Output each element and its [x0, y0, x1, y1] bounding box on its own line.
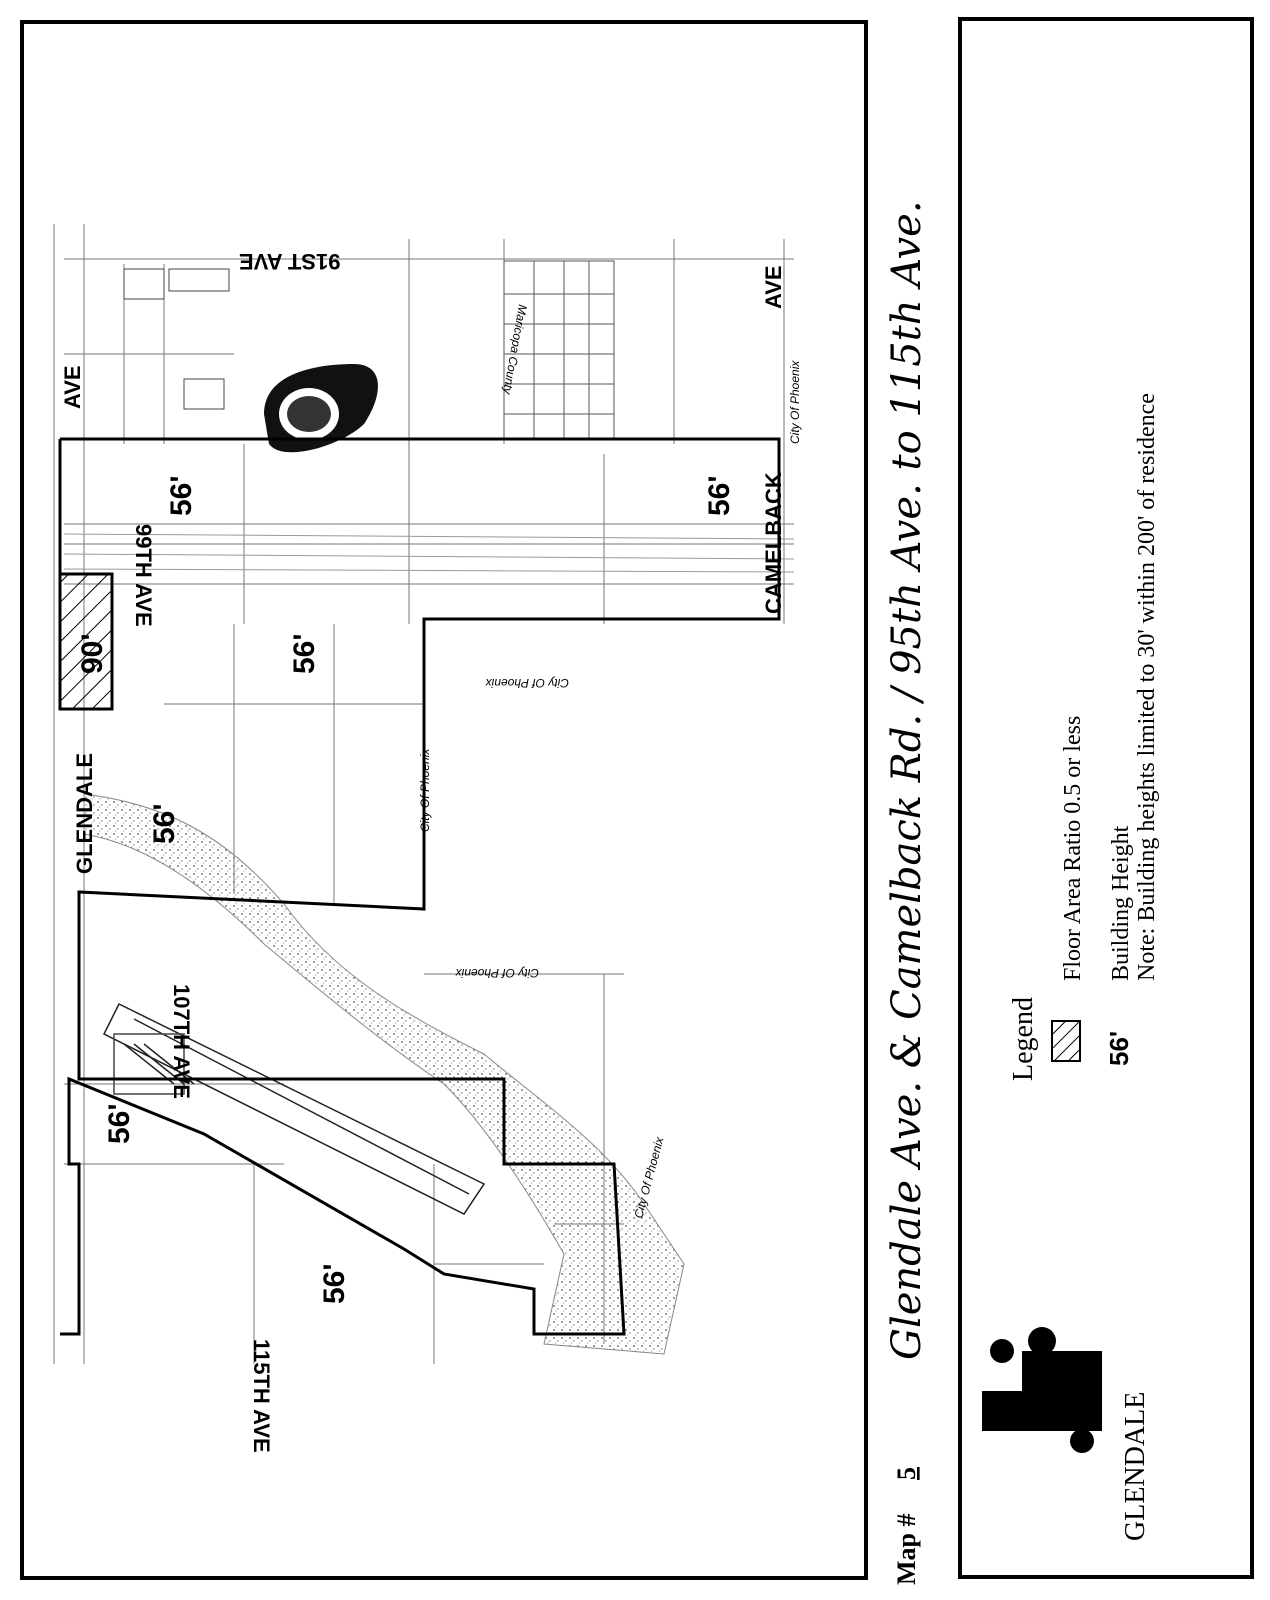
- far-height-label: 90': [76, 633, 109, 674]
- legend-note: Note: Building heights limited to 30' within 200' of residence: [1134, 393, 1160, 981]
- legend-svg: [962, 21, 1250, 1575]
- map-number-label: Map #: [892, 1513, 921, 1585]
- road-label-99th: 99TH AVE: [131, 524, 156, 627]
- buildings: [124, 269, 229, 409]
- legend-height-symbol: 56': [1104, 1030, 1134, 1066]
- road-label-115th: 115TH AVE: [249, 1339, 274, 1453]
- zoning-map: [24, 24, 864, 1576]
- legend-title: Legend: [1008, 997, 1039, 1081]
- height-label: 56': [703, 475, 736, 516]
- height-label: 56': [103, 1103, 136, 1144]
- road-label-91st: 91ST AVE: [239, 249, 341, 274]
- height-label: 56': [288, 633, 321, 674]
- place-label: City Of Phoenix: [485, 676, 569, 690]
- legend-panel: [958, 17, 1254, 1579]
- legend: [1008, 393, 1160, 1081]
- height-labels: [76, 475, 736, 1304]
- road-corridor: [64, 534, 794, 572]
- legend-hatch-swatch: [1052, 1021, 1080, 1061]
- road-label-camelback: CAMELBACK: [761, 472, 786, 614]
- map-panel: [20, 20, 868, 1580]
- map-number-block: [870, 1400, 950, 1590]
- height-label: 56': [165, 475, 198, 516]
- place-label: City Of Phoenix: [788, 360, 802, 444]
- logo-text: GLENDALE: [1120, 1391, 1151, 1541]
- road-label-107th: 107TH AVE: [169, 984, 194, 1099]
- place-label: City Of Phoenix: [418, 748, 432, 832]
- height-label: 56': [318, 1263, 351, 1304]
- map-number: 5: [892, 1467, 921, 1480]
- legend-item-far-text: Floor Area Ratio 0.5 or less: [1060, 715, 1086, 981]
- road-label-ave-top: AVE: [60, 365, 85, 409]
- road-label-glendale: GLENDALE: [72, 753, 97, 874]
- place-label: City Of Phoenix: [631, 1135, 667, 1220]
- study-area-boundary: [60, 439, 779, 1334]
- place-label: City Of Phoenix: [455, 966, 539, 980]
- county-label: Maricopa County: [500, 303, 530, 396]
- road-label-ave-right: AVE: [761, 265, 786, 309]
- legend-item-height-text: Building Height: [1108, 825, 1134, 981]
- glendale-logo: [982, 1327, 1151, 1541]
- title-block: [870, 150, 950, 1400]
- page-title: Glendale Ave. & Camelback Rd. / 95th Ave. to 115th Ave.: [884, 200, 930, 1360]
- height-label: 56': [148, 803, 181, 844]
